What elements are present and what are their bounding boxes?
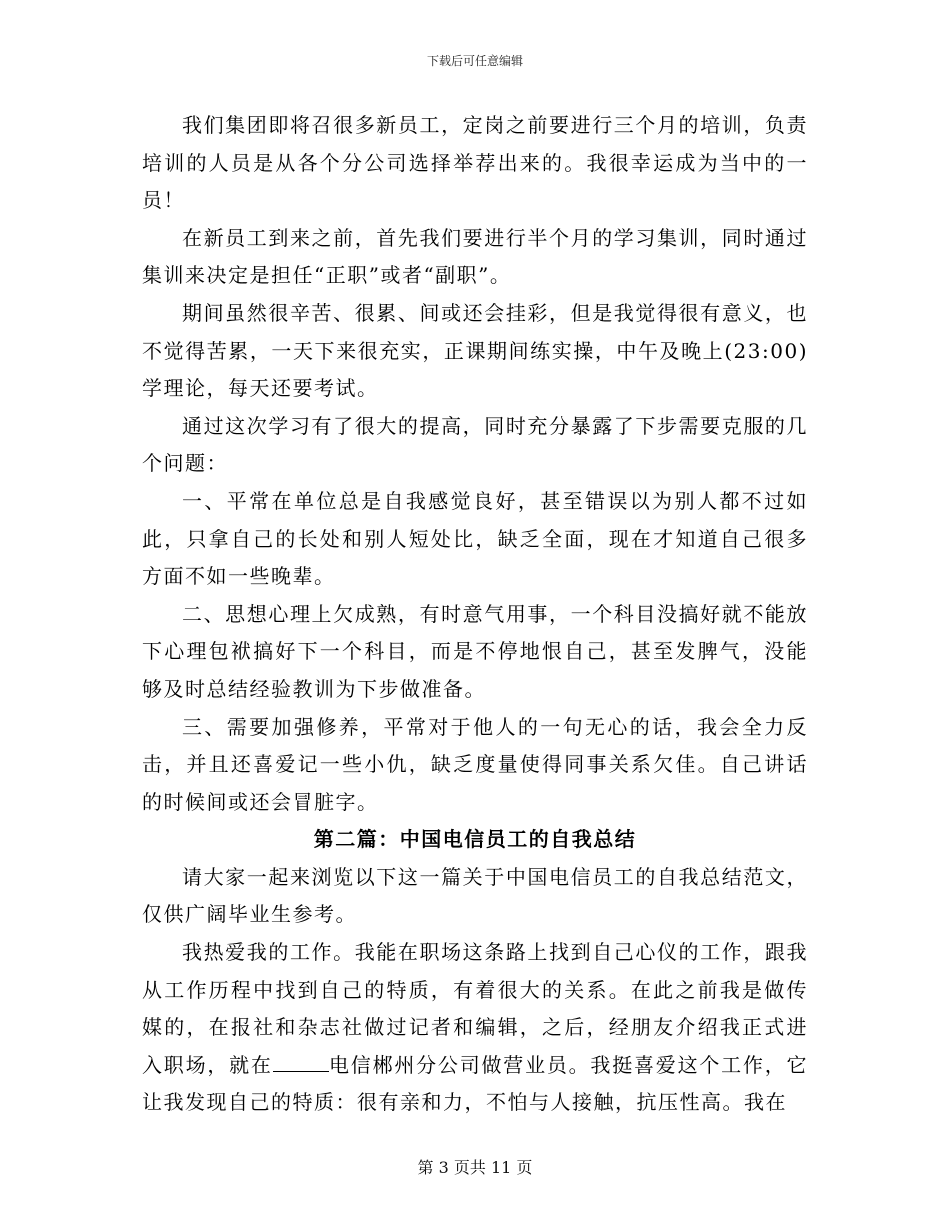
section2-body-part1: 我热爱我的工作。我能在职场这条路上找到自己心仪的工作，跟我从工作历程中找到自己的特质，有着很大的关系。在此之前我是做传媒的，在报社和杂志社做过记者和编辑，之后，经朋友介绍我正式进入职场，就在	[142, 940, 808, 1077]
page-footer: 第 3 页共 11 页	[417, 1158, 533, 1177]
section2-body-part2: 电信郴州分公司做营业员。我挺喜爱这个工作，它让我发现自己的特质：很有亲和力，不怕与人接触，抗压性高。我在	[142, 1052, 809, 1115]
paragraph-6: 二、思想心理上欠成熟，有时意气用事，一个科目没搞好就不能放下心理包袱搞好下一个科目，而是不停地恨自己，甚至发脾气，没能够及时总结经验教训为下步做准备。	[142, 601, 808, 701]
fill-in-blank	[273, 1053, 329, 1072]
paragraph-1: 我们集团即将召很多新员工，定岗之前要进行三个月的培训，负责培训的人员是从各个分公司选择举荐出来的。我很幸运成为当中的一员！	[142, 113, 808, 213]
paragraph-3: 期间虽然很辛苦、很累、间或还会挂彩，但是我觉得很有意义，也不觉得苦累，一天下来很充实，正课期间练实操，中午及晚上(23:00)学理论，每天还要考试。	[142, 300, 808, 401]
section2-body	[142, 934, 808, 1122]
paragraph-5: 一、平常在单位总是自我感觉良好，甚至错误以为别人都不过如此，只拿自己的长处和别人短处比，缺乏全面，现在才知道自己很多方面不如一些晚辈。	[142, 488, 808, 589]
paragraph-7: 三、需要加强修养，平常对于他人的一句无心的话，我会全力反击，并且还喜爱记一些小仇，缺乏度量使得同事关系欠佳。自己讲话的时候间或还会冒脏字。	[142, 714, 808, 814]
section-heading: 第二篇：中国电信员工的自我总结	[313, 827, 637, 852]
page-header: 下载后可任意编辑	[426, 54, 523, 68]
document-body	[142, 107, 808, 1122]
paragraph-4: 通过这次学习有了很大的提高，同时充分暴露了下步需要克服的几个问题：	[142, 413, 808, 476]
paragraph-2: 在新员工到来之前，首先我们要进行半个月的学习集训，同时通过集训来决定是担任“正职”或者“副职”。	[142, 225, 808, 288]
section2-intro: 请大家一起来浏览以下这一篇关于中国电信员工的自我总结范文，仅供广阔毕业生参考。	[142, 864, 808, 927]
